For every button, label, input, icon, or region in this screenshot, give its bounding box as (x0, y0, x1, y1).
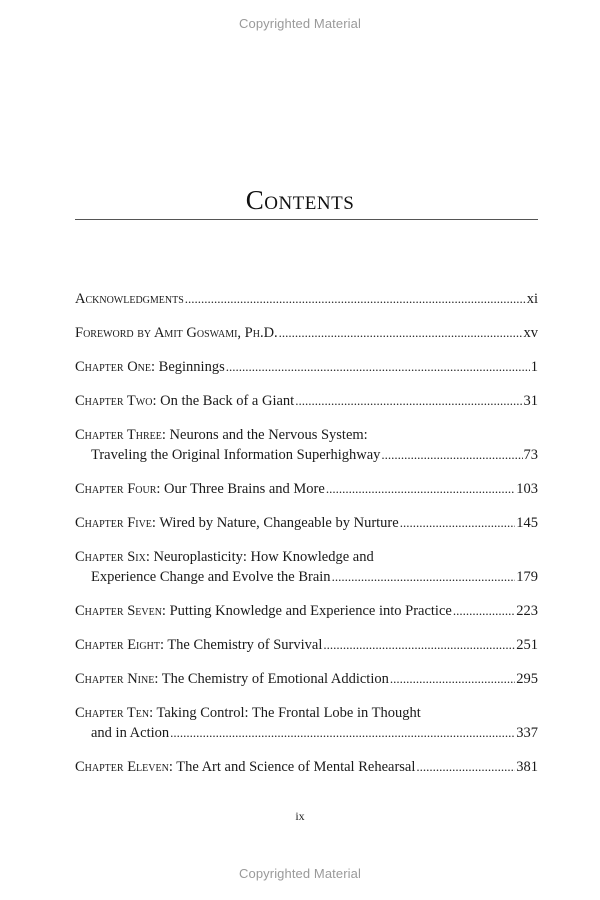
toc-entry-chapter-seven[interactable] (75, 601, 538, 621)
title-rule (75, 219, 538, 220)
toc-title: : Wired by Nature, Changeable by Nurture (151, 515, 399, 531)
toc-label: Chapter Nine (75, 671, 155, 687)
toc-label: Chapter Three (75, 427, 162, 443)
toc-page-number: 251 (516, 637, 538, 653)
toc-title: : Putting Knowledge and Experience into Practice (161, 603, 452, 619)
toc-title: : The Chemistry of Emotional Addiction (154, 671, 389, 687)
dot-leader (185, 289, 526, 309)
dot-leader (416, 757, 515, 777)
toc-label: Chapter Eight (75, 637, 160, 653)
toc-title: : Neurons and the Nervous System: (161, 427, 368, 443)
toc-entry-foreword[interactable] (75, 323, 538, 343)
toc-entry-chapter-four[interactable] (75, 479, 538, 499)
toc-page-number: 31 (523, 393, 538, 409)
toc-title: : On the Back of a Giant (152, 393, 295, 409)
toc-title-continued: and in Action (91, 725, 170, 741)
toc-label: Chapter Five (75, 515, 152, 531)
toc-title-continued: Traveling the Original Information Superhighway (91, 447, 381, 463)
toc-page-number: 1 (530, 359, 538, 375)
toc-page-number: 295 (516, 671, 538, 687)
toc-entry-chapter-five[interactable] (75, 513, 538, 533)
dot-leader (453, 601, 515, 621)
dot-leader (323, 635, 515, 655)
toc-page-number: 179 (516, 569, 538, 585)
page-title: Contents (245, 185, 355, 215)
toc-entry-chapter-eight[interactable] (75, 635, 538, 655)
toc-title: : Taking Control: The Frontal Lobe in Thought (149, 705, 421, 721)
watermark-top: Copyrighted Material (239, 16, 361, 31)
toc-page-number: xv (523, 325, 538, 341)
toc-title: : The Art and Science of Mental Rehearsal (168, 759, 416, 775)
toc-entry-chapter-three[interactable] (75, 425, 538, 465)
dot-leader (226, 357, 530, 377)
toc-title-continued: Experience Change and Evolve the Brain (91, 569, 331, 585)
dot-leader (390, 669, 515, 689)
toc-entry-chapter-two[interactable] (75, 391, 538, 411)
toc-page-number: 223 (516, 603, 538, 619)
toc-title: : The Chemistry of Survival (159, 637, 323, 653)
toc-label: Chapter Eleven (75, 759, 169, 775)
toc-label: Chapter Seven (75, 603, 162, 619)
toc-entry-chapter-eleven[interactable] (75, 757, 538, 777)
toc-label: Chapter Four (75, 481, 157, 497)
toc-page-number: 73 (523, 447, 538, 463)
dot-leader (400, 513, 516, 533)
page-folio: ix (295, 809, 305, 823)
toc-label: Chapter One (75, 359, 151, 375)
toc-entry-chapter-one[interactable] (75, 357, 538, 377)
toc-label: Chapter Ten (75, 705, 150, 721)
toc-title: : Our Three Brains and More (156, 481, 325, 497)
toc-title: : Beginnings (151, 359, 225, 375)
dot-leader (170, 723, 515, 743)
dot-leader (326, 479, 515, 499)
toc-page-number: 381 (516, 759, 538, 775)
toc-entry-chapter-nine[interactable] (75, 669, 538, 689)
toc-label: Acknowledgments (75, 291, 184, 307)
toc-entry-acknowledgments[interactable] (75, 289, 538, 309)
table-of-contents (75, 289, 538, 791)
watermark-bottom: Copyrighted Material (239, 866, 361, 881)
toc-entry-chapter-six[interactable] (75, 547, 538, 587)
dot-leader (332, 567, 516, 587)
dot-leader (295, 391, 522, 411)
toc-page-number: xi (526, 291, 538, 307)
toc-label: Chapter Two (75, 393, 153, 409)
toc-label: Chapter Six (75, 549, 146, 565)
dot-leader (381, 445, 522, 465)
dot-leader (279, 323, 523, 343)
toc-title: : Neuroplasticity: How Knowledge and (145, 549, 374, 565)
toc-page-number: 145 (516, 515, 538, 531)
toc-page-number: 103 (516, 481, 538, 497)
toc-entry-chapter-ten[interactable] (75, 703, 538, 743)
toc-label: Foreword by Amit Goswami, Ph.D. (75, 325, 278, 341)
toc-page-number: 337 (516, 725, 538, 741)
